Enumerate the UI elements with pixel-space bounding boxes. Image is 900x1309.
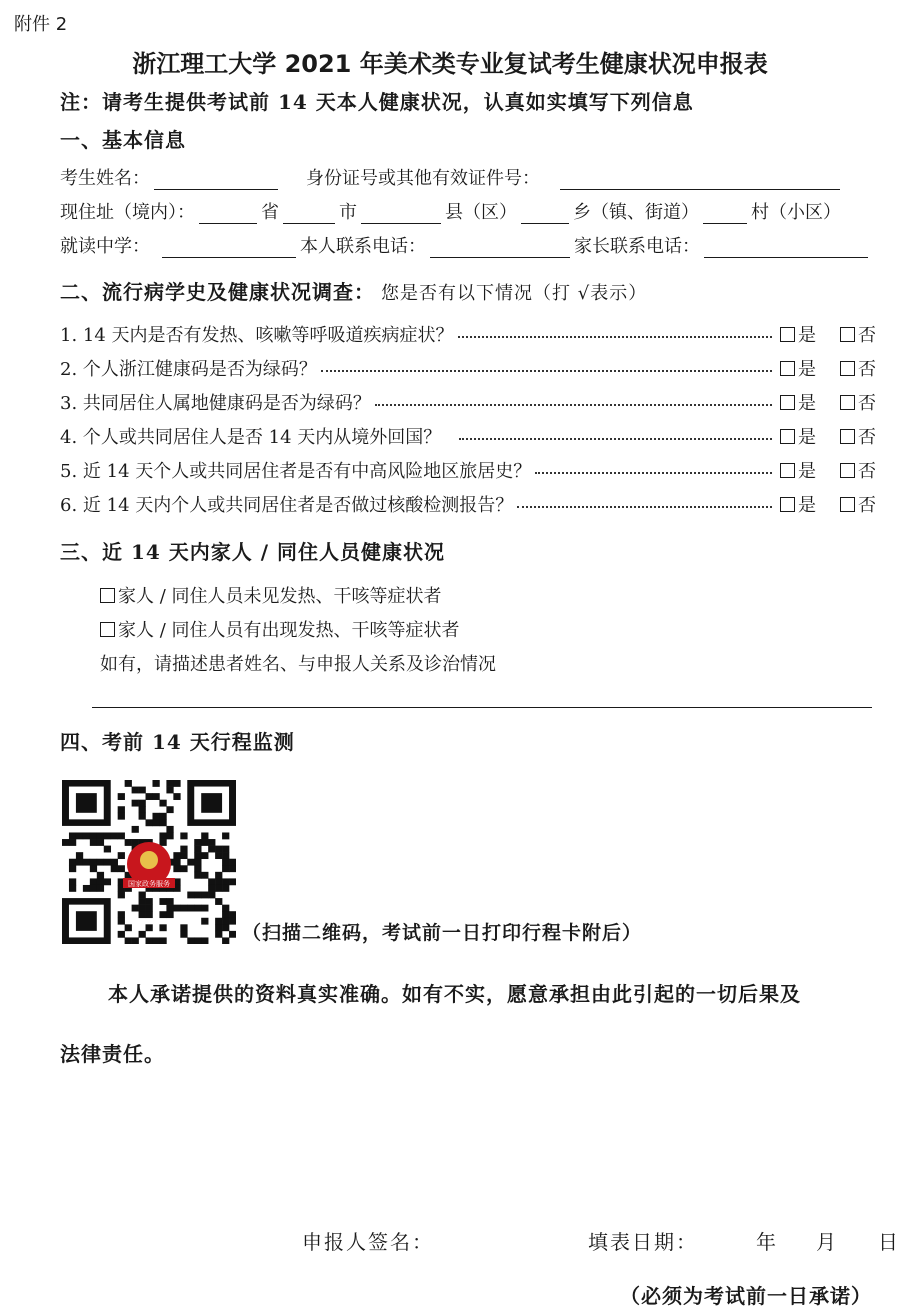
- yes-label: 是: [798, 359, 816, 380]
- yes-label: 是: [798, 461, 816, 482]
- no-option[interactable]: [840, 389, 876, 415]
- id-label: 身份证号或其他有效证件号：: [306, 168, 540, 189]
- question-text: 2. 个人浙江健康码是否为绿码？: [60, 359, 317, 380]
- question-row: [60, 321, 876, 347]
- qr-caption: （扫描二维码，考试前一日打印行程卡附后）: [242, 922, 643, 944]
- checkbox-icon[interactable]: [780, 395, 795, 410]
- yes-option[interactable]: [780, 491, 816, 517]
- no-label: 否: [858, 325, 876, 346]
- dot-leader: [459, 438, 772, 440]
- date-year: 年: [756, 1230, 778, 1254]
- question-row: [60, 423, 876, 449]
- no-label: 否: [858, 495, 876, 516]
- family-option-has-symptoms-label: 家人 / 同住人员有出现发热、干咳等症状者: [118, 620, 460, 641]
- city-label: 市: [339, 202, 357, 223]
- checkbox-icon[interactable]: [840, 497, 855, 512]
- dot-leader: [517, 506, 772, 508]
- question-row: [60, 491, 876, 517]
- yes-label: 是: [798, 325, 816, 346]
- yes-option[interactable]: [780, 321, 816, 347]
- section-family-health-heading: 三、近 14 天内家人 / 同住人员健康状况: [60, 540, 445, 564]
- yes-option[interactable]: [780, 457, 816, 483]
- family-option-no-symptoms-label: 家人 / 同住人员未见发热、干咳等症状者: [118, 586, 442, 607]
- row-name-id: [60, 164, 872, 190]
- yes-option[interactable]: [780, 423, 816, 449]
- promise-line-2: 法律责任。: [60, 1042, 165, 1066]
- address-label: 现住址（境内）：: [60, 202, 195, 223]
- checkbox-icon[interactable]: [780, 497, 795, 512]
- question-text: 1. 14 天内是否有发热、咳嗽等呼吸道疾病症状？: [60, 325, 454, 346]
- phone-field[interactable]: [430, 239, 570, 258]
- no-label: 否: [858, 359, 876, 380]
- section-epidemiology-title: 二、流行病学史及健康状况调查：: [60, 280, 375, 304]
- date-label: 填表日期：: [588, 1230, 698, 1254]
- yes-label: 是: [798, 495, 816, 516]
- no-label: 否: [858, 461, 876, 482]
- village-field[interactable]: [703, 205, 747, 224]
- parent-phone-field[interactable]: [704, 239, 868, 258]
- no-label: 否: [858, 427, 876, 448]
- question-text: 6. 近 14 天内个人或共同居住者是否做过核酸检测报告？: [60, 495, 514, 516]
- form-note: 注：请考生提供考试前 14 天本人健康状况，认真如实填写下列信息: [60, 90, 694, 114]
- question-row: [60, 389, 876, 415]
- date-day: 日: [878, 1230, 900, 1254]
- promise-date-notice: （必须为考试前一日承诺）: [620, 1284, 872, 1308]
- row-school-phone: [60, 232, 872, 258]
- yes-label: 是: [798, 427, 816, 448]
- row-address: [60, 198, 872, 224]
- province-label: 省: [261, 202, 279, 223]
- no-option[interactable]: [840, 457, 876, 483]
- parent-phone-label: 家长联系电话：: [574, 236, 700, 257]
- checkbox-icon[interactable]: [780, 327, 795, 342]
- section-itinerary-heading: 四、考前 14 天行程监测: [60, 730, 295, 754]
- checkbox-icon[interactable]: [840, 395, 855, 410]
- question-text: 5. 近 14 天个人或共同居住者是否有中高风险地区旅居史？: [60, 461, 532, 482]
- no-option[interactable]: [840, 321, 876, 347]
- question-text: 4. 个人或共同居住人是否 14 天内从境外回国？: [60, 427, 442, 448]
- question-row: [60, 355, 876, 381]
- school-field[interactable]: [162, 239, 296, 258]
- qr-code-graphic: [62, 780, 236, 944]
- yes-label: 是: [798, 393, 816, 414]
- signature-label: 申报人签名：: [302, 1230, 434, 1254]
- no-label: 否: [858, 393, 876, 414]
- school-label: 就读中学：: [60, 236, 150, 257]
- id-field[interactable]: [560, 171, 840, 190]
- question-text: 3. 共同居住人属地健康码是否为绿码？: [60, 393, 371, 414]
- dot-leader: [535, 472, 772, 474]
- checkbox-icon[interactable]: [840, 463, 855, 478]
- no-option[interactable]: [840, 355, 876, 381]
- section-basic-info-heading: 一、基本信息: [60, 128, 186, 152]
- dot-leader: [375, 404, 772, 406]
- question-row: [60, 457, 876, 483]
- checkbox-icon[interactable]: [780, 361, 795, 376]
- dot-leader: [321, 370, 772, 372]
- checkbox-icon[interactable]: [780, 429, 795, 444]
- name-label: 考生姓名：: [60, 168, 150, 189]
- phone-label: 本人联系电话：: [300, 236, 426, 257]
- dot-leader: [458, 336, 772, 338]
- city-field[interactable]: [283, 205, 335, 224]
- attachment-label: 附件 2: [14, 14, 68, 35]
- province-field[interactable]: [199, 205, 257, 224]
- form-title: 浙江理工大学 2021 年美术类专业复试考生健康状况申报表: [132, 50, 768, 78]
- name-field[interactable]: [154, 171, 278, 190]
- county-field[interactable]: [361, 205, 441, 224]
- section-epidemiology-subtitle: 您是否有以下情况（打 √表示）: [381, 283, 648, 304]
- itinerary-qr-code[interactable]: [62, 780, 236, 944]
- no-option[interactable]: [840, 491, 876, 517]
- checkbox-icon[interactable]: [840, 327, 855, 342]
- checkbox-icon[interactable]: [100, 588, 115, 603]
- date-month: 月: [816, 1230, 838, 1254]
- checkbox-icon[interactable]: [100, 622, 115, 637]
- section-epidemiology-heading: [60, 276, 647, 305]
- emblem-caption: 国家政务服务: [128, 880, 170, 888]
- village-label: 村（小区）: [751, 202, 841, 223]
- yes-option[interactable]: [780, 355, 816, 381]
- family-describe-field[interactable]: [92, 707, 872, 708]
- promise-line-1: 本人承诺提供的资料真实准确。如有不实，愿意承担由此引起的一切后果及: [108, 982, 801, 1006]
- checkbox-icon[interactable]: [840, 429, 855, 444]
- yes-option[interactable]: [780, 389, 816, 415]
- checkbox-icon[interactable]: [780, 463, 795, 478]
- township-label: 乡（镇、街道）: [573, 202, 699, 223]
- emblem-center: [140, 851, 158, 869]
- family-describe-instruction: 如有，请描述患者姓名、与申报人关系及诊治情况: [100, 654, 496, 675]
- checkbox-icon[interactable]: [840, 361, 855, 376]
- family-option-has-symptoms[interactable]: [100, 616, 460, 642]
- county-label: 县（区）: [445, 202, 517, 223]
- no-option[interactable]: [840, 423, 876, 449]
- township-field[interactable]: [521, 205, 569, 224]
- family-option-no-symptoms[interactable]: [100, 582, 442, 608]
